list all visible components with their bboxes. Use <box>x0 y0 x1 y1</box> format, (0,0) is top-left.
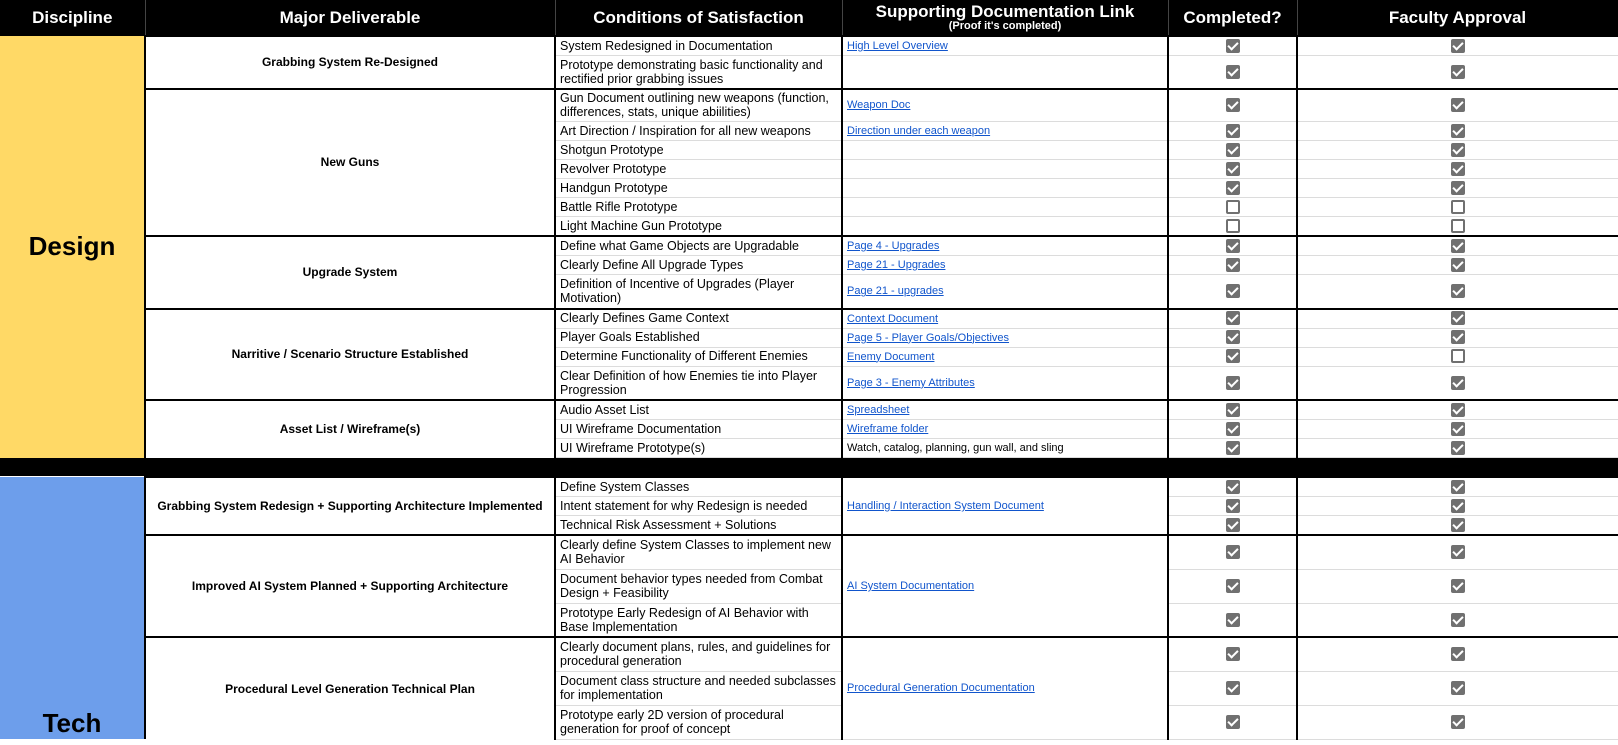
condition-cell: Technical Risk Assessment + Solutions <box>555 516 842 536</box>
completed-cell <box>1168 439 1297 458</box>
doc-link[interactable]: Wireframe folder <box>847 423 929 435</box>
doc-cell <box>842 400 1168 420</box>
completed-cell <box>1168 477 1297 497</box>
completed-cell <box>1168 160 1297 179</box>
doc-link[interactable]: Page 3 - Enemy Attributes <box>847 376 975 389</box>
completed-checkbox-checked[interactable] <box>1226 376 1240 390</box>
condition-cell: UI Wireframe Documentation <box>555 420 842 439</box>
doc-cell <box>842 160 1168 179</box>
table-row <box>0 36 1618 56</box>
approval-cell <box>1297 198 1618 217</box>
doc-link[interactable]: Weapon Doc <box>847 99 911 112</box>
completed-cell <box>1168 56 1297 89</box>
doc-cell <box>842 366 1168 400</box>
completed-cell <box>1168 347 1297 366</box>
completed-checkbox-checked[interactable] <box>1226 98 1240 112</box>
approval-checkbox-checked[interactable] <box>1451 284 1465 298</box>
header-doc-link <box>842 0 1168 36</box>
approval-cell <box>1297 36 1618 56</box>
condition-cell: UI Wireframe Prototype(s) <box>555 439 842 458</box>
condition-cell: Clearly Defines Game Context <box>555 309 842 329</box>
completed-checkbox-checked[interactable] <box>1226 162 1240 176</box>
condition-cell: Document class structure and needed subclasses for implementation <box>555 671 842 705</box>
condition-cell: Gun Document outlining new weapons (function, differences, stats, unique abiilities) <box>555 89 842 122</box>
doc-link[interactable]: Page 21 - upgrades <box>847 285 944 298</box>
doc-cell <box>842 420 1168 439</box>
completed-cell <box>1168 122 1297 141</box>
approval-cell <box>1297 89 1618 122</box>
doc-cell <box>842 309 1168 329</box>
approval-cell <box>1297 497 1618 516</box>
approval-checkbox-checked[interactable] <box>1451 422 1465 436</box>
table-row <box>0 309 1618 329</box>
completed-checkbox-checked[interactable] <box>1226 311 1240 325</box>
approval-checkbox-unchecked[interactable] <box>1451 200 1465 214</box>
doc-cell <box>842 347 1168 366</box>
approval-checkbox-checked[interactable] <box>1451 39 1465 53</box>
condition-cell: Shotgun Prototype <box>555 141 842 160</box>
doc-link[interactable]: Handling / Interaction System Document <box>847 500 1044 512</box>
approval-checkbox-checked[interactable] <box>1451 403 1465 417</box>
completed-cell <box>1168 603 1297 637</box>
condition-cell: Handgun Prototype <box>555 179 842 198</box>
doc-link[interactable]: Page 21 - Upgrades <box>847 259 946 271</box>
completed-checkbox-checked[interactable] <box>1226 422 1240 436</box>
deliverable-cell: Narritive / Scenario Structure Established <box>145 309 555 401</box>
condition-cell: Intent statement for why Redesign is needed <box>555 497 842 516</box>
approval-checkbox-checked[interactable] <box>1451 376 1465 390</box>
approval-checkbox-checked[interactable] <box>1451 613 1465 627</box>
completed-checkbox-checked[interactable] <box>1226 330 1240 344</box>
approval-checkbox-checked[interactable] <box>1451 98 1465 112</box>
approval-cell <box>1297 535 1618 569</box>
approval-cell <box>1297 122 1618 141</box>
approval-checkbox-checked[interactable] <box>1451 579 1465 593</box>
condition-cell: Player Goals Established <box>555 328 842 347</box>
completed-cell <box>1168 275 1297 309</box>
approval-cell <box>1297 569 1618 603</box>
completed-cell <box>1168 256 1297 275</box>
completed-checkbox-checked[interactable] <box>1226 403 1240 417</box>
table-row <box>0 637 1618 671</box>
doc-link[interactable]: Procedural Generation Documentation <box>847 682 1035 695</box>
completed-cell <box>1168 420 1297 439</box>
condition-cell: System Redesigned in Documentation <box>555 36 842 56</box>
completed-checkbox-checked[interactable] <box>1226 647 1240 661</box>
doc-cell <box>842 56 1168 89</box>
completed-cell <box>1168 236 1297 256</box>
completed-cell <box>1168 637 1297 671</box>
deliverable-cell: Improved AI System Planned + Supporting Architecture <box>145 535 555 637</box>
doc-cell <box>842 89 1168 122</box>
condition-cell: Prototype Early Redesign of AI Behavior with Base Implementation <box>555 603 842 637</box>
deliverable-cell: Grabbing System Re-Designed <box>145 36 555 89</box>
completed-cell <box>1168 497 1297 516</box>
header-completed: Completed? <box>1168 0 1297 36</box>
condition-cell: Clearly Define All Upgrade Types <box>555 256 842 275</box>
completed-checkbox-checked[interactable] <box>1226 284 1240 298</box>
table-row <box>0 535 1618 569</box>
approval-cell <box>1297 671 1618 705</box>
approval-cell <box>1297 400 1618 420</box>
condition-cell: Prototype demonstrating basic functionality and rectified prior grabbing issues <box>555 56 842 89</box>
approval-checkbox-checked[interactable] <box>1451 65 1465 79</box>
approval-checkbox-unchecked[interactable] <box>1451 349 1465 363</box>
completed-cell <box>1168 217 1297 237</box>
completed-cell <box>1168 400 1297 420</box>
condition-cell: Definition of Incentive of Upgrades (Player Motivation) <box>555 275 842 309</box>
approval-checkbox-checked[interactable] <box>1451 499 1465 513</box>
completed-cell <box>1168 198 1297 217</box>
approval-cell <box>1297 179 1618 198</box>
approval-cell <box>1297 256 1618 275</box>
completed-checkbox-checked[interactable] <box>1226 143 1240 157</box>
approval-cell <box>1297 420 1618 439</box>
approval-checkbox-checked[interactable] <box>1451 480 1465 494</box>
approval-cell <box>1297 439 1618 458</box>
completed-checkbox-checked[interactable] <box>1226 349 1240 363</box>
doc-cell <box>842 141 1168 160</box>
approval-checkbox-checked[interactable] <box>1451 311 1465 325</box>
approval-checkbox-checked[interactable] <box>1451 441 1465 455</box>
condition-cell: Clear Definition of how Enemies tie into Player Progression <box>555 366 842 400</box>
completed-checkbox-checked[interactable] <box>1226 715 1240 729</box>
deliverable-cell: Procedural Level Generation Technical Plan <box>145 637 555 739</box>
condition-cell: Battle Rifle Prototype <box>555 198 842 217</box>
doc-cell <box>842 535 1168 637</box>
approval-checkbox-checked[interactable] <box>1451 715 1465 729</box>
completed-checkbox-checked[interactable] <box>1226 258 1240 272</box>
approval-cell <box>1297 309 1618 329</box>
deliverable-cell: Upgrade System <box>145 236 555 309</box>
completed-cell <box>1168 535 1297 569</box>
completed-checkbox-checked[interactable] <box>1226 681 1240 695</box>
deliverable-cell: New Guns <box>145 89 555 237</box>
completed-cell <box>1168 309 1297 329</box>
doc-link[interactable]: Context Document <box>847 312 939 325</box>
doc-cell <box>842 637 1168 739</box>
doc-cell <box>842 36 1168 56</box>
doc-link[interactable]: AI System Documentation <box>847 580 975 592</box>
header-conditions: Conditions of Satisfaction <box>555 0 842 36</box>
approval-cell <box>1297 347 1618 366</box>
doc-link[interactable]: Direction under each weapon <box>847 125 991 137</box>
header-doc-link-title: Supporting Documentation Link <box>875 1 1135 21</box>
doc-note: Watch, catalog, planning, gun wall, and sling <box>847 442 1064 454</box>
approval-cell <box>1297 705 1618 739</box>
condition-cell: Define what Game Objects are Upgradable <box>555 236 842 256</box>
doc-link[interactable]: Page 4 - Upgrades <box>847 240 940 252</box>
condition-cell: Document behavior types needed from Combat Design + Feasibility <box>555 569 842 603</box>
completed-cell <box>1168 328 1297 347</box>
approval-cell <box>1297 217 1618 237</box>
completed-checkbox-checked[interactable] <box>1226 181 1240 195</box>
header-faculty: Faculty Approval <box>1297 0 1618 36</box>
doc-cell <box>842 217 1168 237</box>
condition-cell: Light Machine Gun Prototype <box>555 217 842 237</box>
approval-cell <box>1297 160 1618 179</box>
approval-checkbox-checked[interactable] <box>1451 647 1465 661</box>
completed-cell <box>1168 516 1297 536</box>
completed-checkbox-checked[interactable] <box>1226 480 1240 494</box>
approval-checkbox-checked[interactable] <box>1451 162 1465 176</box>
completed-cell <box>1168 366 1297 400</box>
approval-checkbox-checked[interactable] <box>1451 143 1465 157</box>
header-row <box>0 0 1618 36</box>
deliverable-cell: Grabbing System Redesign + Supporting Architecture Implemented <box>145 477 555 535</box>
completed-checkbox-checked[interactable] <box>1226 499 1240 513</box>
header-doc-link-sub: (Proof it's completed) <box>948 19 1062 32</box>
condition-cell: Revolver Prototype <box>555 160 842 179</box>
approval-cell <box>1297 56 1618 89</box>
condition-cell: Audio Asset List <box>555 400 842 420</box>
approval-checkbox-checked[interactable] <box>1451 681 1465 695</box>
approval-cell <box>1297 603 1618 637</box>
doc-link[interactable]: High Level Overview <box>847 40 948 52</box>
doc-link[interactable]: Enemy Document <box>847 350 935 363</box>
doc-cell <box>842 477 1168 535</box>
approval-checkbox-checked[interactable] <box>1451 258 1465 272</box>
section-separator <box>0 458 1618 478</box>
completed-checkbox-checked[interactable] <box>1226 65 1240 79</box>
completed-checkbox-checked[interactable] <box>1226 124 1240 138</box>
condition-cell: Define System Classes <box>555 477 842 497</box>
approval-cell <box>1297 275 1618 309</box>
approval-cell <box>1297 141 1618 160</box>
approval-cell <box>1297 328 1618 347</box>
deliverable-cell: Asset List / Wireframe(s) <box>145 400 555 458</box>
table-row <box>0 477 1618 497</box>
table-row <box>0 400 1618 420</box>
approval-cell <box>1297 236 1618 256</box>
doc-cell <box>842 236 1168 256</box>
table-row <box>0 89 1618 122</box>
completed-checkbox-checked[interactable] <box>1226 239 1240 253</box>
approval-cell <box>1297 366 1618 400</box>
doc-cell <box>842 122 1168 141</box>
condition-cell: Art Direction / Inspiration for all new weapons <box>555 122 842 141</box>
header-deliverable: Major Deliverable <box>145 0 555 36</box>
discipline-design: Design <box>0 36 145 458</box>
doc-link[interactable]: Spreadsheet <box>847 404 910 416</box>
completed-cell <box>1168 569 1297 603</box>
completed-checkbox-checked[interactable] <box>1226 613 1240 627</box>
condition-cell: Determine Functionality of Different Enemies <box>555 347 842 366</box>
approval-cell <box>1297 516 1618 536</box>
approval-checkbox-checked[interactable] <box>1451 124 1465 138</box>
doc-cell <box>842 179 1168 198</box>
completed-checkbox-checked[interactable] <box>1226 441 1240 455</box>
completed-cell <box>1168 179 1297 198</box>
completed-checkbox-checked[interactable] <box>1226 39 1240 53</box>
doc-cell <box>842 275 1168 309</box>
completed-checkbox-checked[interactable] <box>1226 545 1240 559</box>
completed-checkbox-checked[interactable] <box>1226 579 1240 593</box>
doc-cell <box>842 256 1168 275</box>
approval-checkbox-checked[interactable] <box>1451 181 1465 195</box>
doc-cell <box>842 439 1168 458</box>
separator-bar <box>0 458 1618 478</box>
completed-cell <box>1168 89 1297 122</box>
approval-cell <box>1297 637 1618 671</box>
discipline-tech: Tech <box>0 477 145 739</box>
doc-cell <box>842 328 1168 347</box>
completed-cell <box>1168 36 1297 56</box>
completed-cell <box>1168 705 1297 739</box>
completed-cell <box>1168 671 1297 705</box>
approval-checkbox-unchecked[interactable] <box>1451 219 1465 233</box>
table-row <box>0 236 1618 256</box>
doc-cell <box>842 198 1168 217</box>
approval-cell <box>1297 477 1618 497</box>
approval-checkbox-checked[interactable] <box>1451 330 1465 344</box>
header-discipline: Discipline <box>0 0 145 36</box>
completed-checkbox-checked[interactable] <box>1226 518 1240 532</box>
doc-link[interactable]: Page 5 - Player Goals/Objectives <box>847 331 1010 344</box>
approval-checkbox-checked[interactable] <box>1451 518 1465 532</box>
completed-cell <box>1168 141 1297 160</box>
condition-cell: Clearly define System Classes to implement new AI Behavior <box>555 535 842 569</box>
approval-checkbox-checked[interactable] <box>1451 545 1465 559</box>
completed-checkbox-unchecked[interactable] <box>1226 219 1240 233</box>
approval-checkbox-checked[interactable] <box>1451 239 1465 253</box>
condition-cell: Clearly document plans, rules, and guidelines for procedural generation <box>555 637 842 671</box>
condition-cell: Prototype early 2D version of procedural generation for proof of concept <box>555 705 842 739</box>
completed-checkbox-unchecked[interactable] <box>1226 200 1240 214</box>
